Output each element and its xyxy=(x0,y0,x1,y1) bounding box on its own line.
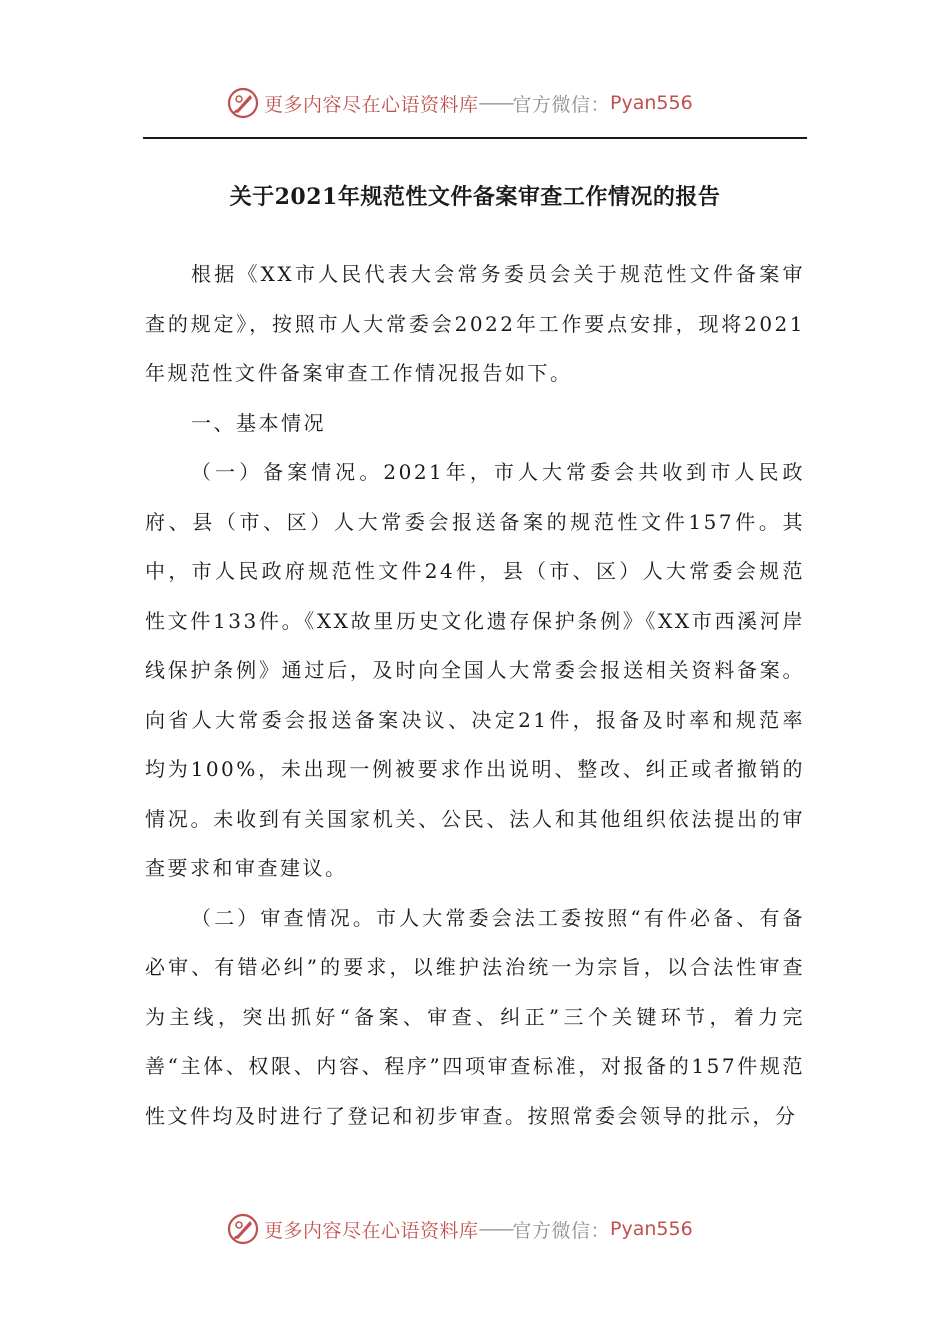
footer-wechat-label: 官方微信： xyxy=(512,1219,611,1242)
document-title: 关于2021年规范性文件备案审查工作情况的报告 xyxy=(229,184,721,210)
banner-wechat-label: 官方微信： xyxy=(512,93,611,116)
header-banner xyxy=(0,78,950,128)
banner-dash: —— xyxy=(478,92,513,114)
footer-banner xyxy=(0,1204,950,1254)
footer-site-text: 更多内容尽在心语资料库 xyxy=(264,1219,479,1242)
paragraph-intro: 根据《XX市人民代表大会常务委员会关于规范性文件备案审查的规定》，按照市人大常委会2022年工作要点安排，现将2021年规范性文件备案审查工作情况报告如下。 xyxy=(145,262,805,385)
banner-site-text: 更多内容尽在心语资料库 xyxy=(264,93,479,116)
banner-wechat-id: Pyan556 xyxy=(610,92,693,114)
document-body xyxy=(145,250,805,1141)
paragraph-review: （二）审查情况。市人大常委会法工委按照“有件必备、有备必审、有错必纠”的要求，以维护法治统一为宗旨，以合法性审查为主线，突出抓好“备案、审查、纠正”三个关键环节，着力完善“主体、权限、内容、程序”四项审查标准，对报备的157件规范性文件均及时进行了登记和初步审查。按照常委会领导的批示，分 xyxy=(145,905,805,1128)
paragraph-filing: （一）备案情况。2021年，市人大常委会共收到市人民政府、县（市、区）人大常委会报送备案的规范性文件157件。其中，市人民政府规范性文件24件，县（市、区）人大常委会规范性文件133件。《XX故里历史文化遗存保护条例》《XX市西溪河岸线保护条例》通过后，及时向全国人大常委会报送相关资料备案。向省人大常委会报送备案决议、决定21件，报备及时率和规范率均为100%，未出现一例被要求作出说明、整改、纠正或者撤销的情况。未收到有关国家机关、公民、法人和其他组织依法提出的审查要求和审查建议。 xyxy=(145,460,805,880)
quill-logo-icon xyxy=(226,86,260,120)
header-divider xyxy=(143,137,807,139)
footer-wechat-id: Pyan556 xyxy=(610,1218,693,1240)
footer-dash: —— xyxy=(478,1218,513,1240)
section-heading: 一、基本情况 xyxy=(191,410,326,435)
quill-logo-icon xyxy=(226,1212,260,1246)
